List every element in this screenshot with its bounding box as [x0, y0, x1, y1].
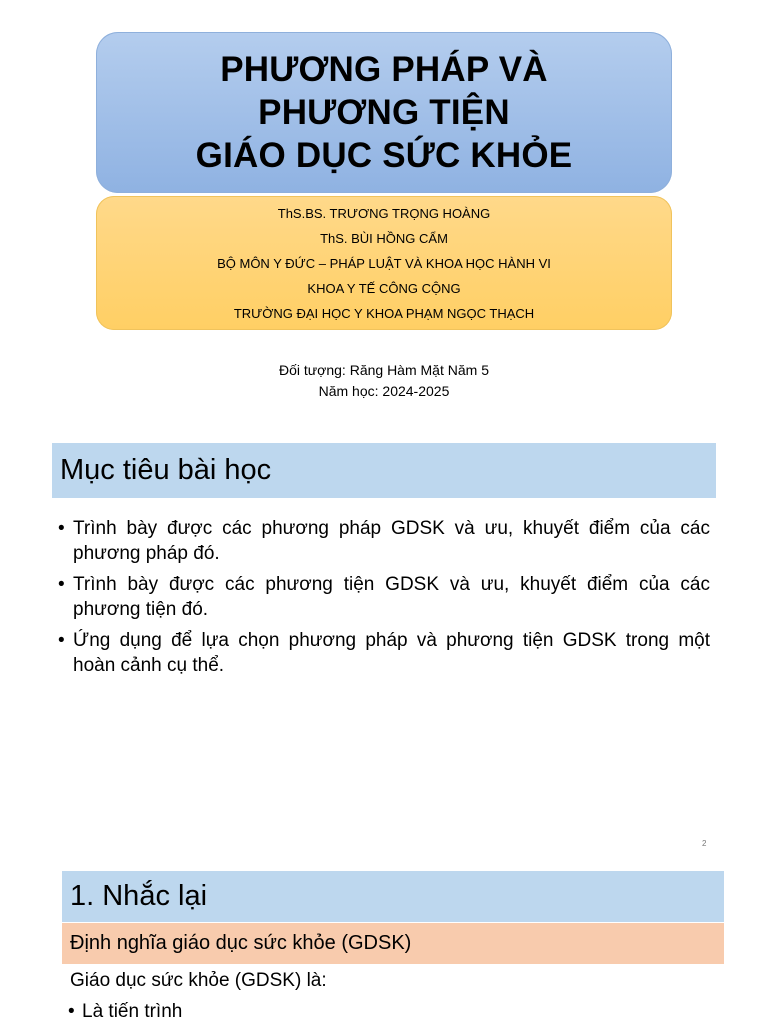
objectives-heading: Mục tiêu bài học: [60, 454, 272, 486]
page-number: 2: [702, 839, 707, 848]
faculty-line: KHOA Y TẾ CÔNG CỘNG: [307, 280, 461, 296]
author-line-1: ThS.BS. TRƯƠNG TRỌNG HOÀNG: [277, 205, 491, 221]
bullet-dot: •: [68, 1001, 75, 1022]
definition-subheading-band: [62, 923, 724, 964]
objective-item: • Ứng dụng để lựa chọn phương pháp và phương tiện GDSK trong một hoàn cảnh cụ thể.: [58, 628, 710, 678]
definition-intro: Giáo dục sức khỏe (GDSK) là:: [70, 970, 327, 991]
title-line-1: PHƯƠNG PHÁP VÀ: [220, 50, 548, 89]
audience-target: Đối tượng: Răng Hàm Mặt Năm 5: [279, 362, 489, 378]
recap-heading-band: [62, 871, 724, 922]
academic-year: Năm học: 2024-2025: [318, 383, 450, 399]
definition-subheading: Định nghĩa giáo dục sức khỏe (GDSK): [70, 932, 412, 954]
objectives-heading-band: [52, 443, 716, 498]
author-box: [96, 196, 672, 330]
department-line: BỘ MÔN Y ĐỨC – PHÁP LUẬT VÀ KHOA HỌC HÀNH VI: [217, 255, 551, 271]
recap-heading: 1. Nhắc lại: [70, 880, 208, 912]
definition-bullet-text: Là tiến trình: [82, 1001, 183, 1022]
author-line-2: ThS. BÙI HỒNG CẨM: [320, 230, 448, 246]
title-box: [96, 32, 672, 193]
definition-bullet: [68, 999, 182, 1025]
objectives-list: [58, 516, 710, 684]
university-line: TRƯỜNG ĐẠI HỌC Y KHOA PHẠM NGỌC THẠCH: [233, 305, 535, 321]
objective-item: • Trình bày được các phương tiện GDSK và ưu, khuyết điểm của các phương tiện đó.: [58, 572, 710, 622]
objective-item: • Trình bày được các phương pháp GDSK và ưu, khuyết điểm của các phương pháp đó.: [58, 516, 710, 566]
title-line-2: PHƯƠNG TIỆN: [258, 93, 510, 132]
title-line-3: GIÁO DỤC SỨC KHỎE: [195, 136, 573, 175]
